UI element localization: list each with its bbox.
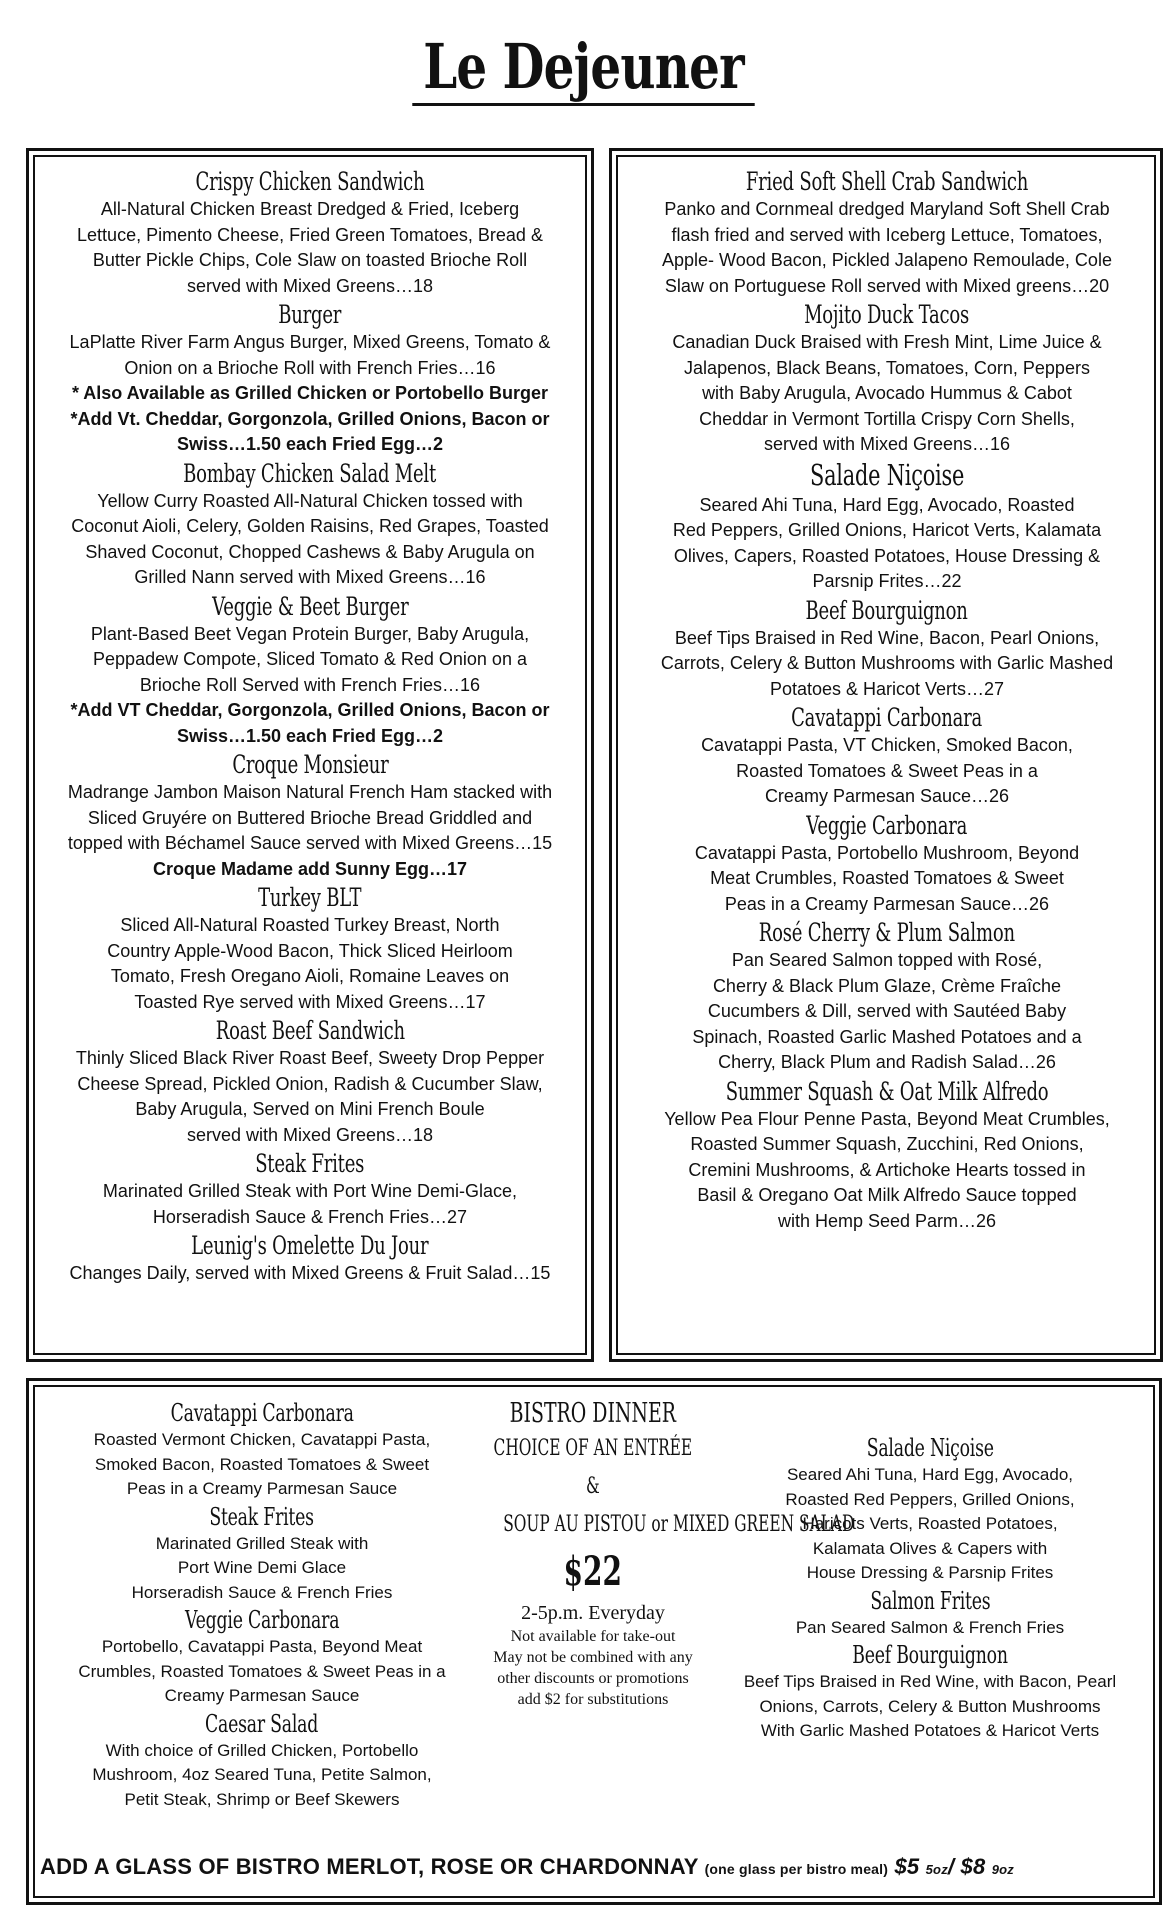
dish-description: Changes Daily, served with Mixed Greens & Fruit Salad…15: [69, 1263, 551, 1283]
dish-description: Marinated Grilled Steak with Port Wine Demi Glace Horseradish Sauce & French Fries: [131, 1533, 393, 1602]
dish-description: LaPlatte River Farm Angus Burger, Mixed Greens, Tomato & Onion on a Brioche Roll with French Fries…16: [69, 332, 551, 378]
dish-description: With choice of Grilled Chicken, Portobello Mushroom, 4oz Seared Tuna, Petite Salmon, Petit Steak, Shrimp or Beef Skewers: [92, 1740, 432, 1809]
dish-turkey-blt: [40, 882, 580, 1015]
dish-name: Fried Soft Shell Crab Sandwich: [745, 167, 1029, 196]
bistro-dish: [52, 1709, 472, 1813]
dish-salade-nicoise: [624, 458, 1150, 595]
menu-title: Le Dejeuner: [412, 34, 754, 106]
dish-name: Crispy Chicken Sandwich: [195, 167, 425, 196]
dish-name: Bombay Chicken Salad Melt: [183, 458, 437, 488]
dish-steak-frites: [40, 1148, 580, 1230]
bistro-dish: [52, 1605, 472, 1709]
wine-price-9oz: $8: [960, 1854, 986, 1879]
menu-title-wrap: [0, 30, 1166, 106]
dish-name: Veggie & Beet Burger: [211, 591, 409, 621]
dish-name: Cavatappi Carbonara: [791, 703, 983, 732]
dish-description: Sliced All-Natural Roasted Turkey Breast, North Country Apple-Wood Bacon, Thick Sliced Heirloom Tomato, Fresh Oregano Aioli, Romaine Leaves on Toasted Rye served with Mixed Greens…17: [107, 915, 513, 1012]
bistro-dinner-info: [428, 1398, 855, 1710]
dish-beef-bourguignon: [624, 595, 1150, 703]
bistro-left: [52, 1398, 472, 1812]
dish-veggie-beet-burger: [40, 591, 580, 750]
dish-fried-soft-shell-crab-sandwich: [624, 166, 1150, 299]
dish-crispy-chicken-sandwich: [40, 166, 580, 299]
wine-price-5oz: $5: [894, 1854, 920, 1879]
wine-size-5oz: 5oz: [925, 1862, 948, 1877]
dish-name: Steak Frites: [255, 1149, 365, 1178]
dish-description: Yellow Curry Roasted All-Natural Chicken tossed with Coconut Aioli, Celery, Golden Raisins, Red Grapes, Toasted Shaved Coconut, Chopped Cashews & Baby Arugula on Grilled Nann served with Mixed Greens…16: [71, 490, 549, 587]
dish-description: Seared Ahi Tuna, Hard Egg, Avocado, Roasted Red Peppers, Grilled Onions, Haricot Verts, Kalamata Olives, Capers, Roasted Potatoes, House Dressing & Parsnip Frites…22: [672, 494, 1102, 591]
wine-offer: ADD A GLASS OF BISTRO MERLOT, ROSE OR CHARDONNAY (one glass per bistro meal) $5 5oz/ $8 9oz: [40, 1854, 1014, 1879]
dish-description: Plant-Based Beet Vegan Protein Burger, Baby Arugula, Peppadew Compote, Sliced Tomato & Red Onion on a Brioche Roll Served with French Fries…16: [90, 623, 530, 695]
dish-description: Cavatappi Pasta, Portobello Mushroom, Beyond Meat Crumbles, Roasted Tomatoes & Sweet Peas in a Creamy Parmesan Sauce…26: [694, 842, 1080, 914]
dish-description: Pan Seared Salmon & French Fries: [795, 1617, 1065, 1637]
bistro-right: [720, 1433, 1140, 1744]
dish-name: Burger: [278, 300, 342, 329]
bistro-ampersand: &: [586, 1474, 600, 1499]
dish-cavatappi-carbonara: [624, 702, 1150, 810]
wine-offer-text: ADD A GLASS OF BISTRO MERLOT, ROSE OR CHARDONNAY: [40, 1854, 699, 1879]
left-menu: [40, 166, 580, 1287]
dish-name: Summer Squash & Oat Milk Alfredo: [725, 1076, 1049, 1106]
dish-description: Madrange Jambon Maison Natural French Ham stacked with Sliced Gruyére on Buttered Brioche Bread Griddled and topped with Béchamel Sauce served with Mixed Greens…15: [67, 782, 553, 853]
dish-name: Turkey BLT: [258, 883, 362, 912]
bistro-notes: Not available for take-out May not be combined with any other discounts or promotions add $2 for substitutions: [493, 1628, 693, 1708]
dish-mojito-duck-tacos: [624, 299, 1150, 458]
dish-name: Salade Niçoise: [809, 457, 965, 492]
bistro-hours: 2-5p.m. Everyday: [521, 1602, 665, 1624]
dish-veggie-carbonara: [624, 810, 1150, 918]
bistro-dish: [52, 1502, 472, 1606]
dish-name: Croque Monsieur: [231, 750, 389, 779]
dish-name: Caesar Salad: [205, 1709, 319, 1738]
wine-size-9oz: 9oz: [991, 1862, 1014, 1877]
dish-name: Steak Frites: [209, 1502, 315, 1531]
right-menu: [624, 166, 1150, 1234]
bistro-dish: [720, 1433, 1140, 1586]
dish-description: Beef Tips Braised in Red Wine, with Bacon, Pearl Onions, Carrots, Celery & Button Mushrooms With Garlic Mashed Potatoes & Haricot Verts: [743, 1672, 1117, 1740]
dish-name: Rosé Cherry & Plum Salmon: [758, 918, 1016, 947]
bistro-dish: [720, 1586, 1140, 1641]
dish-description: Marinated Grilled Steak with Port Wine Demi-Glace, Horseradish Sauce & French Fries…27: [102, 1181, 518, 1227]
dish-description: Portobello, Cavatappi Pasta, Beyond Meat Crumbles, Roasted Tomatoes & Sweet Peas in a Creamy Parmesan Sauce: [78, 1637, 446, 1705]
dish-name: Veggie Carbonara: [184, 1606, 340, 1634]
dish-roast-beef-sandwich: [40, 1015, 580, 1148]
dish-rose-cherry-plum-salmon: [624, 917, 1150, 1076]
dish-bombay-chicken-salad-melt: [40, 458, 580, 591]
bistro-dish: [52, 1398, 472, 1502]
dish-description: Panko and Cornmeal dredged Maryland Soft Shell Crab flash fried and served with Iceberg Lettuce, Tomatoes, Apple- Wood Bacon, Pickled Jalapeno Remoulade, Cole Slaw on Portuguese Roll served with Mixed greens…20: [662, 199, 1112, 296]
dish-name: Salade Niçoise: [866, 1434, 994, 1462]
dish-description: Canadian Duck Braised with Fresh Mint, Lime Juice & Jalapenos, Black Beans, Tomatoes, Corn, Peppers with Baby Arugula, Avocado Hummus & Cabot Cheddar in Vermont Tortilla Crispy Corn Shells, served with Mixed Greens…16: [672, 332, 1102, 454]
dish-name: Salmon Frites: [869, 1586, 991, 1615]
bistro-dish: [720, 1640, 1140, 1744]
dish-name: Cavatappi Carbonara: [170, 1399, 354, 1427]
dish-croque-monsieur: [40, 749, 580, 882]
dish-name: Veggie Carbonara: [806, 810, 968, 840]
bistro-choice-line: CHOICE OF AN ENTRÉE: [493, 1436, 693, 1461]
dish-description: Yellow Pea Flour Penne Pasta, Beyond Meat Crumbles, Roasted Summer Squash, Zucchini, Red Onions, Cremini Mushrooms, & Artichoke Hearts tossed in Basil & Oregano Oat Milk Alfredo Sauce topped with Hemp Seed Parm…26: [664, 1108, 1110, 1231]
dish-description: Beef Tips Braised in Red Wine, Bacon, Pearl Onions, Carrots, Celery & Button Mushrooms with Garlic Mashed Potatoes & Haricot Verts…27: [660, 627, 1114, 699]
dish-name: Beef Bourguignon: [805, 595, 969, 625]
dish-description: Pan Seared Salmon topped with Rosé, Cherry & Black Plum Glaze, Crème Fraîche Cucumbers & Dill, served with Sautéed Baby Spinach, Roasted Garlic Mashed Potatoes and a Cherry, Black Plum and Radish Salad…26: [692, 950, 1082, 1072]
dish-name: Roast Beef Sandwich: [215, 1016, 405, 1045]
bistro-title: BISTRO DINNER: [509, 1398, 677, 1429]
dish-note: *Add VT Cheddar, Gorgonzola, Grilled Onions, Bacon or Swiss…1.50 each Fried Egg…2: [70, 700, 550, 746]
dish-description: Thinly Sliced Black River Roast Beef, Sweety Drop Pepper Cheese Spread, Pickled Onion, Radish & Cucumber Slaw, Baby Arugula, Served on Mini French Boule served with Mixed Greens…18: [75, 1048, 545, 1145]
wine-offer-limit: (one glass per bistro meal): [704, 1861, 889, 1877]
dish-name: Mojito Duck Tacos: [804, 300, 970, 329]
dish-note: * Also Available as Grilled Chicken or Portobello Burger *Add Vt. Cheddar, Gorgonzola, Grilled Onions, Bacon or Swiss…1.50 each Fried Egg…2: [70, 383, 550, 454]
dish-description: All-Natural Chicken Breast Dredged & Fried, Iceberg Lettuce, Pimento Cheese, Fried Green Tomatoes, Bread & Butter Pickle Chips, Cole Slaw on toasted Brioche Roll served with Mixed Greens…18: [77, 199, 543, 296]
dish-omelette-du-jour: [40, 1230, 580, 1287]
dish-summer-squash-oat-milk-alfredo: [624, 1076, 1150, 1235]
bistro-price: $22: [563, 1548, 623, 1595]
dish-description: Roasted Vermont Chicken, Cavatappi Pasta, Smoked Bacon, Roasted Tomatoes & Sweet Peas in a Creamy Parmesan Sauce: [93, 1430, 431, 1498]
bistro-soup-salad-line: SOUP AU PISTOU or MIXED GREEN SALAD: [503, 1512, 855, 1537]
dish-note: Croque Madame add Sunny Egg…17: [152, 858, 468, 879]
dish-burger: [40, 299, 580, 458]
dish-name: Leunig's Omelette Du Jour: [191, 1231, 429, 1260]
dish-description: Seared Ahi Tuna, Hard Egg, Avocado, Roasted Red Peppers, Grilled Onions, Haricots Verts, Roasted Potatoes, Kalamata Olives & Capers with House Dressing & Parsnip Frites: [785, 1465, 1075, 1582]
dish-description: Cavatappi Pasta, VT Chicken, Smoked Bacon, Roasted Tomatoes & Sweet Peas in a Creamy Parmesan Sauce…26: [701, 735, 1073, 806]
dish-name: Beef Bourguignon: [852, 1641, 1008, 1669]
